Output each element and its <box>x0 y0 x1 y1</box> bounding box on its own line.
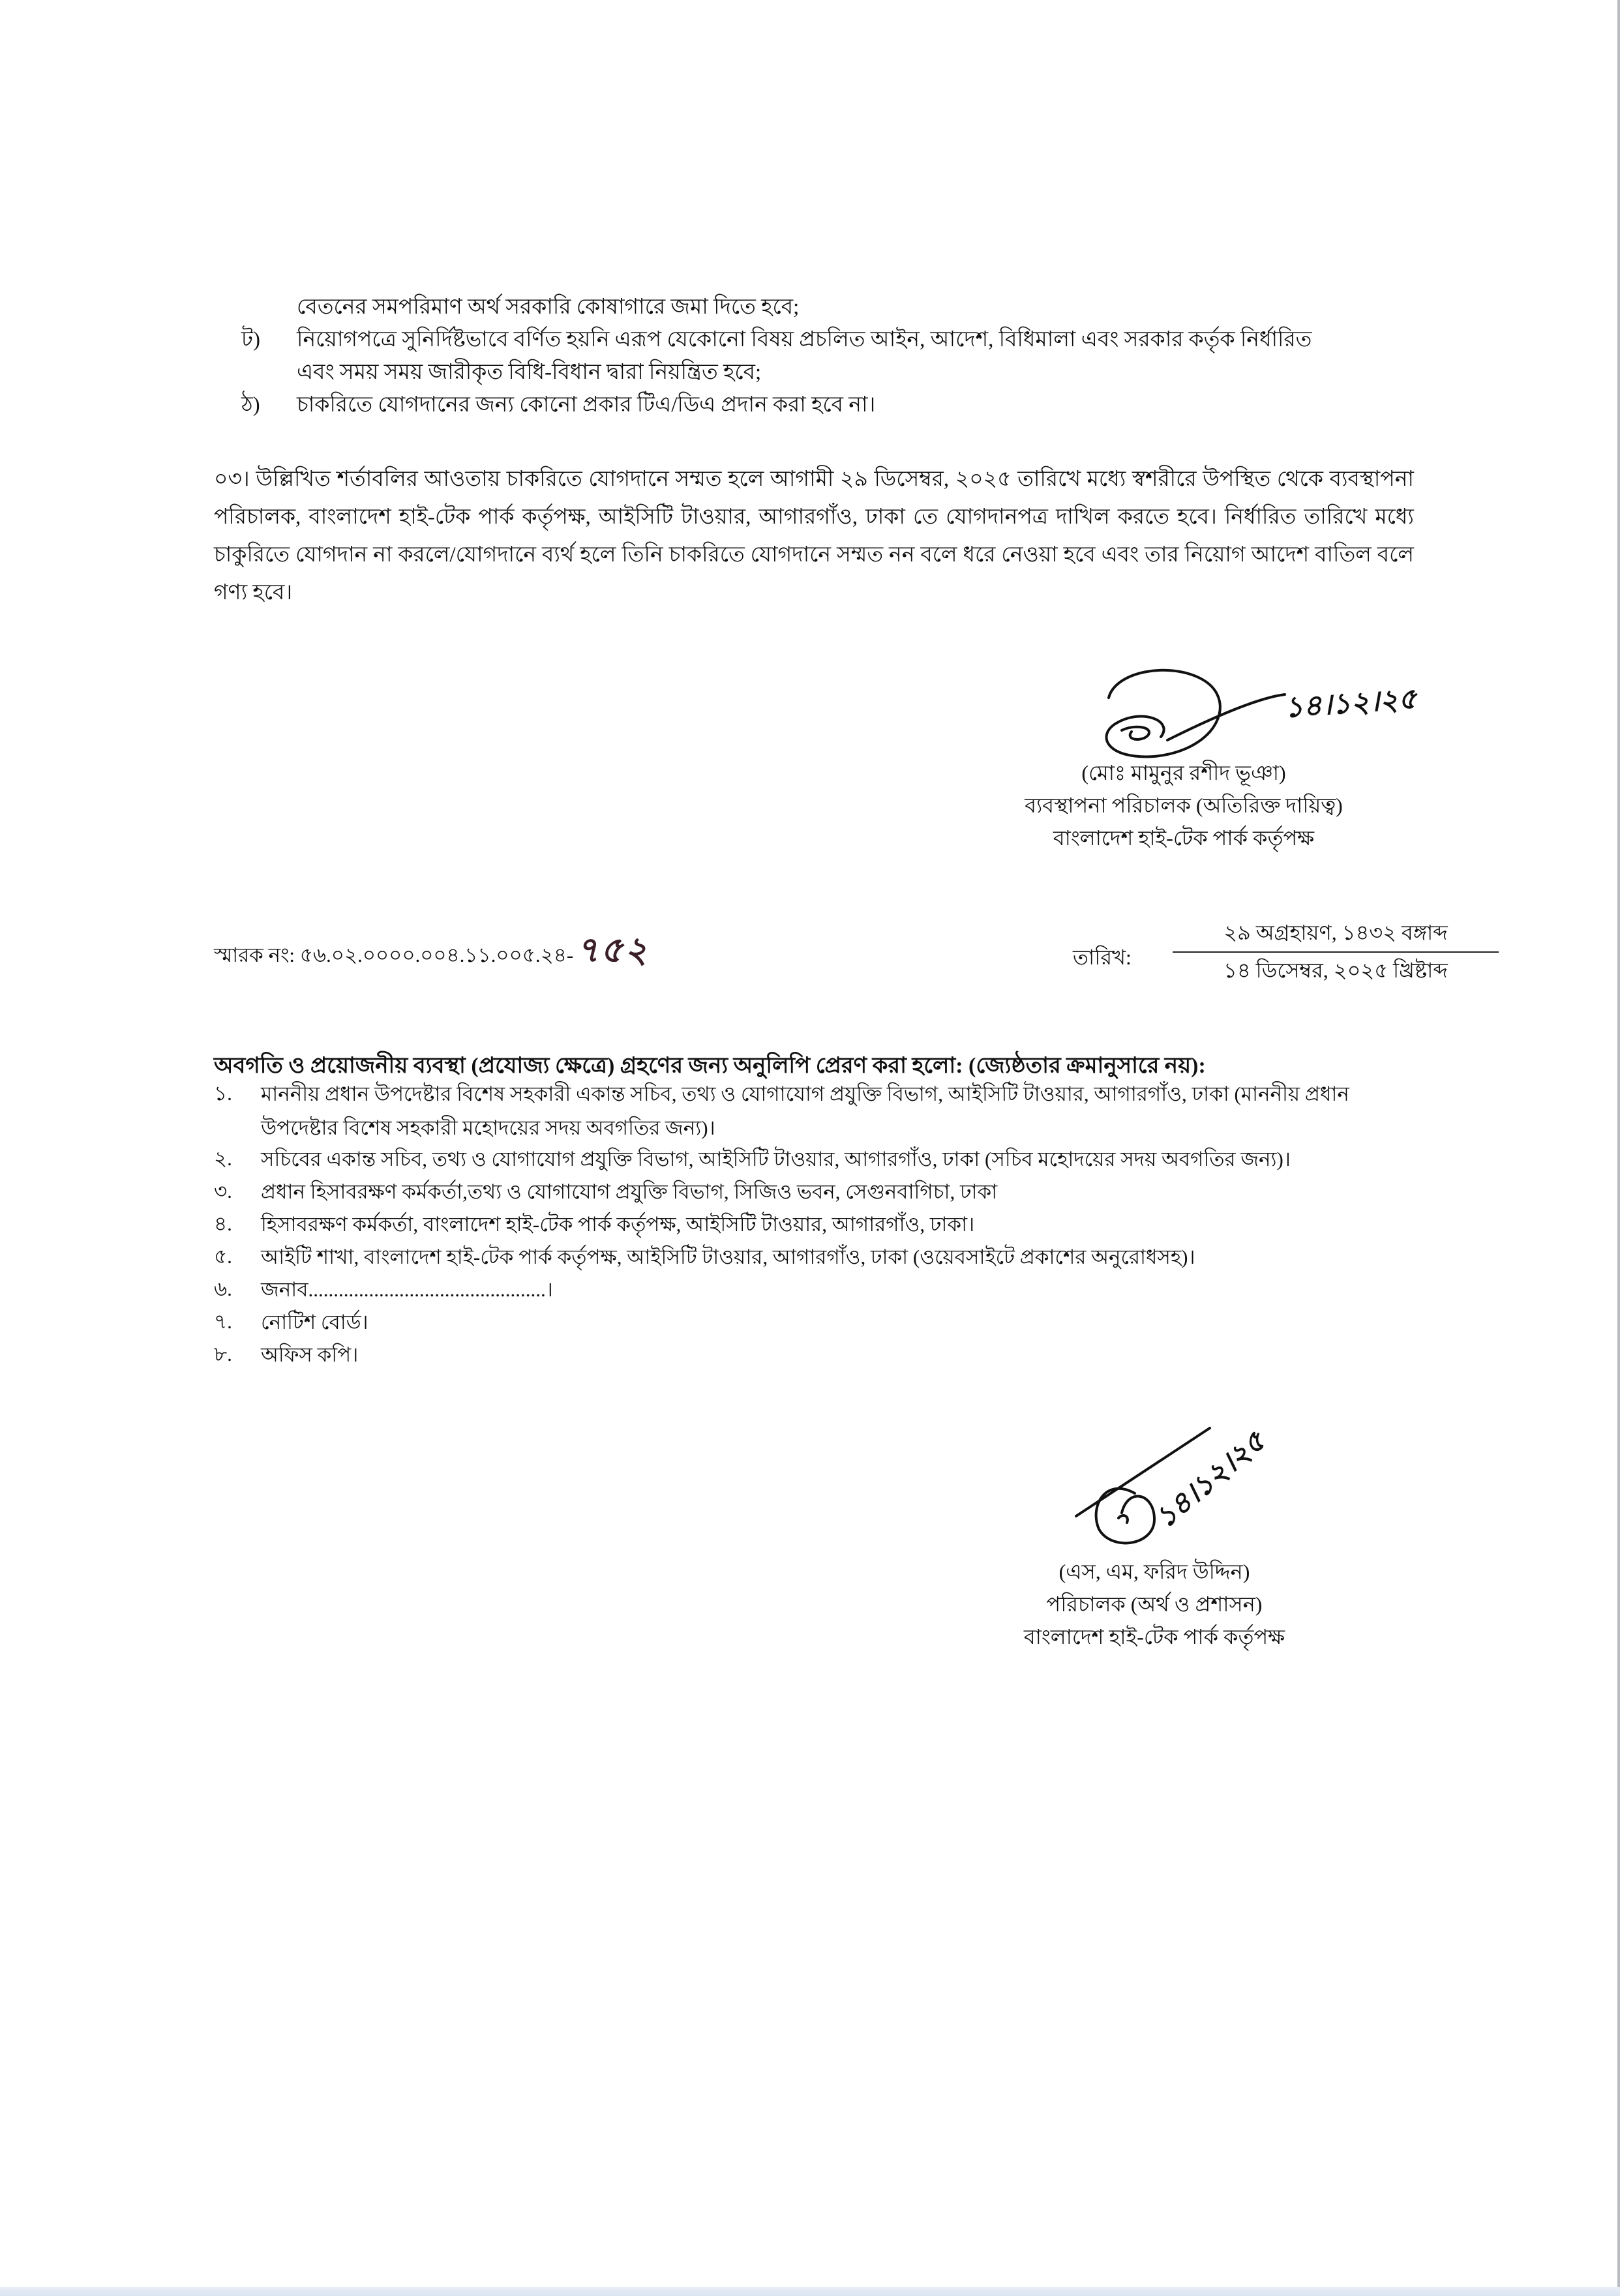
memo-number <box>214 931 649 972</box>
date-fraction <box>1173 916 1499 988</box>
copy-to-num-1: ১. <box>214 1082 232 1105</box>
copy-to-num-7: ৭. <box>214 1310 232 1333</box>
signatory-1-signature-date: ১৪।১২।২৫ <box>1283 681 1418 724</box>
copy-to-num-6: ৬. <box>214 1277 232 1300</box>
date-gregorian: ১৪ ডিসেম্বর, ২০২৫ খ্রিষ্টাব্দ <box>1223 959 1448 982</box>
copy-to-num-3: ৩. <box>214 1180 232 1202</box>
condition-label-ta: ট) <box>241 328 260 351</box>
copy-to-num-5: ৫. <box>214 1245 232 1268</box>
copy-to-item-2: সচিবের একান্ত সচিব, তথ্য ও যোগাযোগ প্রযুক্তি বিভাগ, আইসিটি টাওয়ার, আগারগাঁও, ঢাকা (সচিব মহোদয়ের সদয় অবগতির জন্য)। <box>261 1148 1291 1170</box>
condition-continuation: বেতনের সমপরিমাণ অর্থ সরকারি কোষাগারে জমা দিতে হবে; <box>297 295 800 319</box>
paragraph-03: ০৩। উল্লিখিত শর্তাবলির আওতায় চাকরিতে যোগদানে সম্মত হলে আগামী ২৯ ডিসেম্বর, ২০২৫ তারিখে মধ্যে স্বশরীরে উপস্থিত থেকে ব্যবস্থাপনা পরিচালক, বাংলাদেশ হাই-টেক পার্ক কর্তৃপক্ষ, আইসিটি টাওয়ার, আগারগাঁও, ঢাকা তে যোগদানপত্র দাখিল করতে হবে। নির্ধারিত তারিখে মধ্যে চাকুরিতে যোগদান না করলে/যোগদানে ব্যর্থ হলে তিনি চাকরিতে যোগদানে সম্মত নন বলে ধরে নেওয়া হবে এবং তার নিয়োগ আদেশ বাতিল বলে গণ্য হবে। <box>214 468 1414 604</box>
signatory-2-block <box>949 1555 1360 1653</box>
copy-to-item-5: আইটি শাখা, বাংলাদেশ হাই-টেক পার্ক কর্তৃপক্ষ, আইসিটি টাওয়ার, আগারগাঁও, ঢাকা (ওয়েবসাইটে প্রকাশের অনুরোধসহ)। <box>261 1245 1195 1268</box>
date-label: তারিখ: <box>1073 946 1132 969</box>
signatory-1-name: (মোঃ মামুনুর রশীদ ভূঞা) <box>1081 761 1286 784</box>
copy-to-item-3: প্রধান হিসাবরক্ষণ কর্মকর্তা,তথ্য ও যোগাযোগ প্রযুক্তি বিভাগ, সিজিও ভবন, সেগুনবাগিচা, ঢাকা <box>261 1180 998 1203</box>
condition-tha-line-1: চাকরিতে যোগদানের জন্য কোনো প্রকার টিএ/ডিএ প্রদান করা হবে না। <box>297 393 876 417</box>
copy-to-heading: অবগতি ও প্রয়োজনীয় ব্যবস্থা (প্রযোজ্য ক্ষেত্রে) গ্রহণের জন্য অনুলিপি প্রেরণ করা হলো: (জ্যেষ্ঠতার ক্রমানুসারে নয়): <box>214 1054 1206 1078</box>
copy-to-item-1: মাননীয় প্রধান উপদেষ্টার বিশেষ সহকারী একান্ত সচিব, তথ্য ও যোগাযোগ প্রযুক্তি বিভাগ, আইসিটি টাওয়ার, আগারগাঁও, ঢাকা (মাননীয় প্রধান উপদেষ্টার বিশেষ সহকারী মহোদয়ের সদয় অবগতির জন্য)। <box>261 1082 1349 1139</box>
signatory-1-block <box>942 756 1425 854</box>
copy-to-item-8: অফিস কপি। <box>261 1343 359 1366</box>
condition-ta-line-2: এবং সময় সময় জারীকৃত বিধি-বিধান দ্বারা নিয়ন্ত্রিত হবে; <box>297 361 762 384</box>
signatory-1-designation: ব্যবস্থাপনা পরিচালক (অতিরিক্ত দায়িত্ব) <box>1025 794 1343 817</box>
signatory-1-organization: বাংলাদেশ হাই-টেক পার্ক কর্তৃপক্ষ <box>1053 826 1315 850</box>
signatory-2-organization: বাংলাদেশ হাই-টেক পার্ক কর্তৃপক্ষ <box>1023 1625 1285 1648</box>
memo-label: স্মারক নং: ৫৬.০২.০০০০.০০৪.১১.০০৫.২৪- <box>214 944 574 966</box>
memo-handwritten-number: ৭৫২ <box>576 931 649 970</box>
copy-to-num-8: ৮. <box>214 1343 232 1365</box>
condition-ta-line-1: নিয়োগপত্রে সুনির্দিষ্টভাবে বর্ণিত হয়নি এরূপ যেকোনো বিষয় প্রচলিত আইন, আদেশ, বিধিমালা এবং সরকার কর্তৃক নির্ধারিত <box>297 328 1312 351</box>
copy-to-num-4: ৪. <box>214 1212 232 1235</box>
signatory-2-name: (এস, এম, ফরিদ উদ্দিন) <box>1058 1560 1250 1583</box>
copy-to-item-7: নোটিশ বোর্ড। <box>261 1311 368 1334</box>
scan-edge <box>1617 0 1620 2296</box>
copy-to-item-6: জনাব...............................................। <box>261 1278 553 1301</box>
condition-label-tha: ঠ) <box>241 393 260 417</box>
date-bangla: ২৯ অগ্রহায়ণ, ১৪৩২ বঙ্গাব্দ <box>1173 916 1499 953</box>
signatory-2-designation: পরিচালক (অর্থ ও প্রশাসন) <box>1046 1592 1263 1616</box>
signature-1 <box>1070 659 1291 769</box>
copy-to-num-2: ২. <box>214 1147 232 1170</box>
signatory-2-signature-date: ১৪।১২।২৫ <box>1148 1424 1272 1535</box>
scan-strip <box>0 2287 1620 2296</box>
copy-to-item-4: হিসাবরক্ষণ কর্মকর্তা, বাংলাদেশ হাই-টেক পার্ক কর্তৃপক্ষ, আইসিটি টাওয়ার, আগারগাঁও, ঢাকা। <box>261 1213 975 1236</box>
